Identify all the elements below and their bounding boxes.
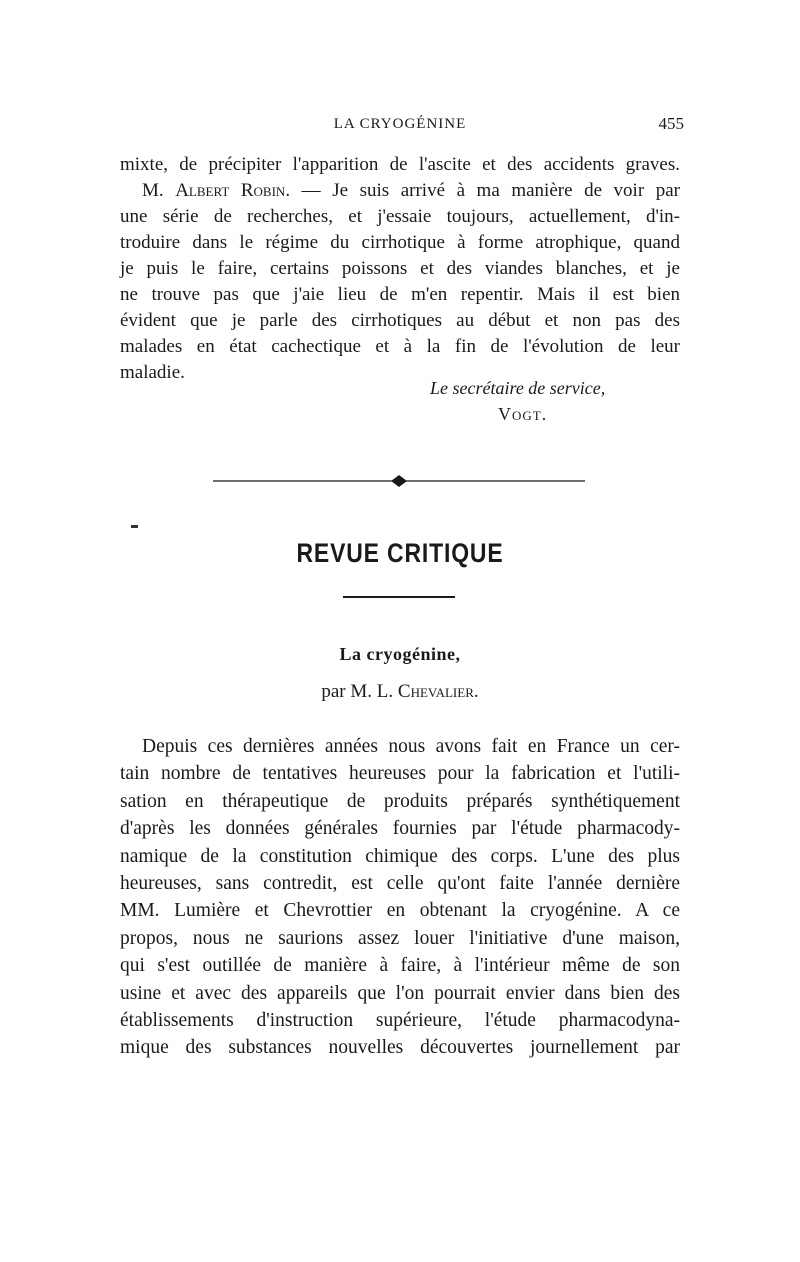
running-title: LA CRYOGÉNINE <box>333 116 467 132</box>
byline-author: Chevalier. <box>397 681 479 702</box>
text-line: malades en état cachectique et à la fin de l'évolution de leur <box>120 336 680 357</box>
page-number: 455 <box>658 114 684 133</box>
text-line: je puis le faire, certains poissons et des viandes blanches, et je <box>120 258 680 279</box>
text-line: heureuses, sans contredit, est celle qu'ont faite l'année dernière <box>120 873 680 894</box>
text-line: Depuis ces dernières années nous avons fait en France un cer- <box>142 736 680 757</box>
diamond-ornament-icon <box>391 475 407 487</box>
running-head <box>120 114 684 136</box>
text-line: maladie. <box>120 362 185 383</box>
text-line: tain nombre de tentatives heureuses pour la fabrication et l'utili- <box>120 763 680 784</box>
text-line: usine et avec des appareils que l'on pourrait envier dans bien des <box>120 983 680 1004</box>
text-line: établissements d'instruction supérieure, l'étude pharmacodyna- <box>120 1010 680 1031</box>
article-subtitle: La cryogénine, <box>339 644 461 664</box>
section-heading: REVUE CRITIQUE <box>296 538 504 568</box>
signature-role: Le secrétaire de service, <box>430 378 606 398</box>
text-line: sation en thérapeutique de produits préparés synthétiquement <box>120 791 680 812</box>
text-line: troduire dans le régime du cirrhotique à forme atrophique, quand <box>120 232 680 253</box>
text-line: mique des substances nouvelles découvertes journellement par <box>120 1037 680 1058</box>
speaker-line <box>142 178 680 204</box>
text-line: qui s'est outillée de manière à faire, à l'intérieur même de son <box>120 955 680 976</box>
print-mark <box>131 525 138 528</box>
byline-prefix: par M. L. <box>321 681 398 702</box>
text-line: propos, nous ne saurions assez louer l'initiative d'une maison, <box>120 928 680 949</box>
speaker-prefix: M. <box>142 180 176 201</box>
text-line: une série de recherches, et j'essaie toujours, actuellement, d'in- <box>120 206 680 227</box>
ornamental-rule <box>213 474 585 488</box>
signature-name: Vogt. <box>498 404 548 424</box>
speaker-name: Albert Robin <box>175 180 286 201</box>
byline <box>0 681 800 703</box>
text-line: d'après les données générales fournies par l'étude pharmacody- <box>120 818 680 839</box>
text-line: ne trouve pas que j'aie lieu de m'en repentir. Mais il est bien <box>120 284 680 305</box>
text-line: namique de la constitution chimique des corps. L'une des plus <box>120 846 680 867</box>
speaker-text: . — Je suis arrivé à ma manière de voir par <box>285 180 680 201</box>
heading-rule <box>343 596 455 598</box>
text-line: mixte, de précipiter l'apparition de l'ascite et des accidents graves. <box>120 154 680 175</box>
text-line: évident que je parle des cirrhotiques au début et non pas des <box>120 310 680 331</box>
text-line: MM. Lumière et Chevrottier en obtenant la cryogénine. A ce <box>120 900 680 921</box>
